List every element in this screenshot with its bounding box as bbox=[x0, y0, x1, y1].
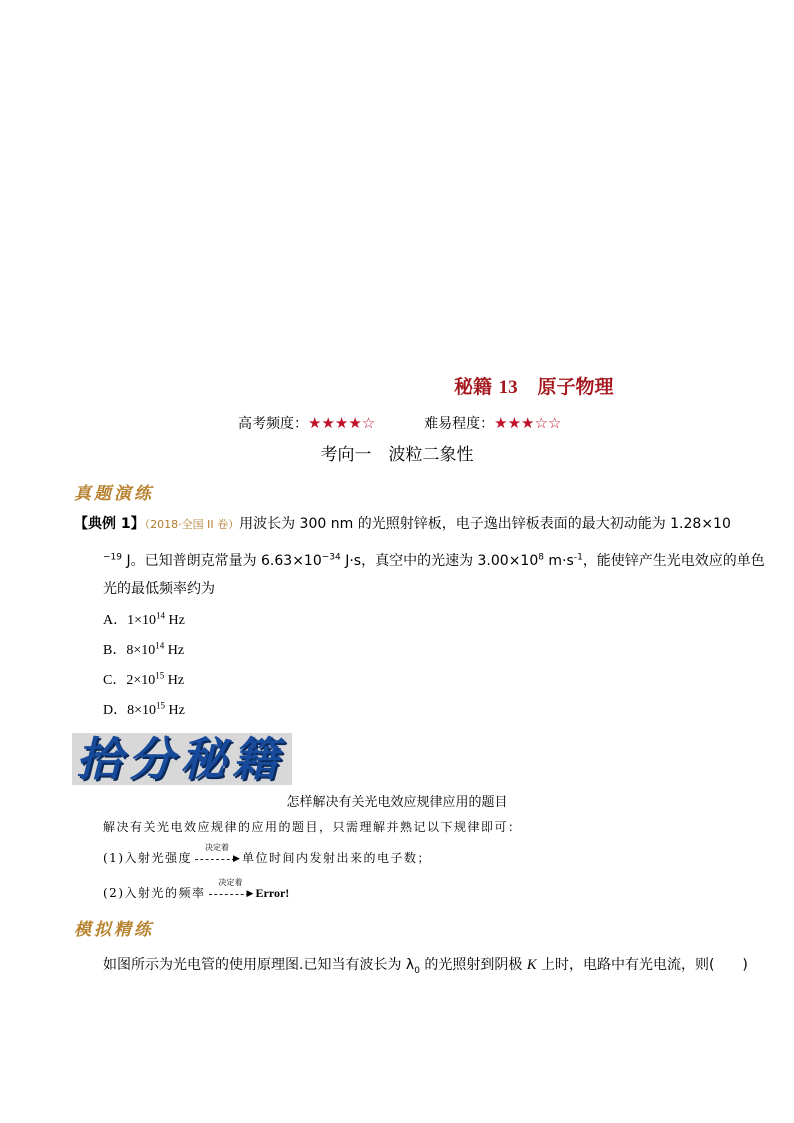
determines-arrow-icon: 决定着 ▶ bbox=[209, 887, 253, 901]
example-tag: 【典例 1】 bbox=[74, 516, 145, 532]
rating-row bbox=[238, 413, 561, 433]
section-label-real-exam: 真题演练 bbox=[74, 484, 154, 504]
section-label-simulation: 模拟精练 bbox=[74, 920, 154, 940]
difficulty-stars: ★★★☆☆ bbox=[494, 414, 562, 432]
exam-frequency-label: 高考频度： bbox=[238, 416, 308, 432]
tips-banner bbox=[72, 733, 292, 785]
example-source: （2018·全国 II 卷） bbox=[144, 518, 240, 531]
page-title: 秘籍 13 原子物理 bbox=[454, 376, 614, 398]
exam-frequency-stars: ★★★★☆ bbox=[308, 414, 376, 432]
tips-heading: 怎样解决有关光电效应规律应用的题目 bbox=[286, 795, 508, 810]
example-question-line-3: 光的最低频率约为 bbox=[103, 581, 215, 597]
example-question-line-2: $^{-19}$ J。已知普朗克常量为 $6.63\times 10^{-34}$ J·s，真空中的光速为 $3.00\times 10^8$ $m\cdot s^{-1}$，能使锌产生光电效应的单色 bbox=[103, 552, 765, 569]
determines-arrow-icon: 决定着 ▶ bbox=[195, 852, 239, 866]
tips-intro: 解决有关光电效应规律的应用的题目，只需理解并熟记以下规律即可： bbox=[103, 820, 522, 834]
tips-rule-1: (1)入射光强度 决定着 ▶ 单位时间内发射出来的电子数； bbox=[103, 842, 432, 865]
difficulty-label: 难易程度： bbox=[424, 416, 495, 432]
option-b: B．$8\times 10^{14}$ Hz bbox=[103, 640, 185, 658]
tips-rule-2: (2)入射光的频率 决定着 ▶ Error! bbox=[103, 877, 290, 900]
practice-question: 如图所示为光电管的使用原理图.已知当有波长为 $\lambda_0$ 的光照射到阴极 K 上时，电路中有光电流，则( ) bbox=[103, 957, 748, 976]
option-a: A．$1\times 10^{14}$ Hz bbox=[103, 610, 185, 628]
section-subheading: 考向一 波粒二象性 bbox=[320, 445, 474, 465]
example-question-line-1: 【典例 1】（2018·全国 II 卷）用波长为 300 nm 的光照射锌板，电子逸出锌板表面的最大初动能为 1.28×10 bbox=[74, 516, 731, 532]
tips-banner-text: 拾分秘籍 bbox=[76, 733, 284, 785]
option-c: C．$2\times 10^{15}$ Hz bbox=[103, 670, 185, 688]
option-d: D．$8\times 10^{15}$ Hz bbox=[103, 700, 185, 718]
